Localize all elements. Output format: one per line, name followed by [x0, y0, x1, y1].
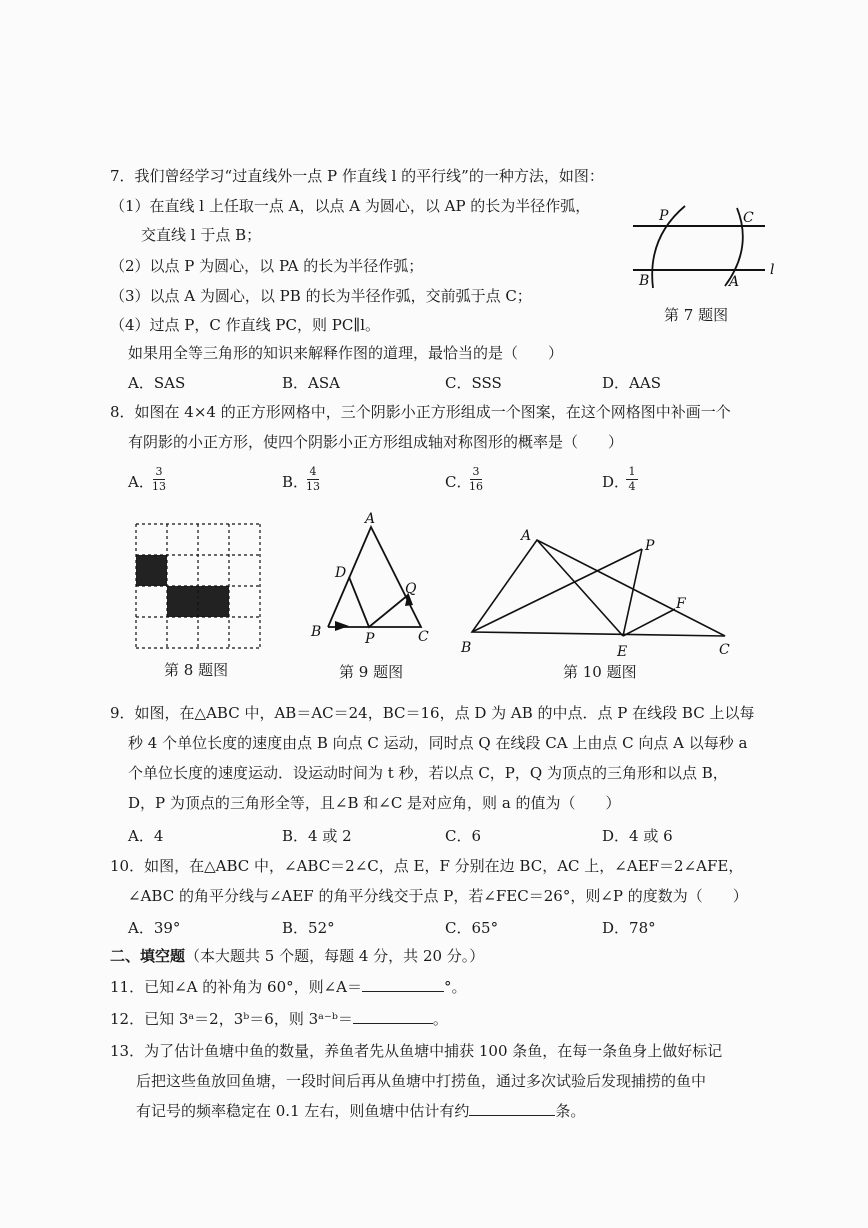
q10-label-p: P — [645, 538, 655, 554]
q10-option-d: D．78° — [602, 919, 656, 937]
q12 — [110, 1009, 448, 1029]
q8-option-c-fraction — [469, 466, 483, 493]
q9-line4: D，P 为顶点的三角形全等，且∠B 和∠C 是对应角，则 a 的值为（ ） — [128, 794, 621, 812]
q10-option-a: A．39° — [128, 919, 181, 937]
q7-question: 如果用全等三角形的知识来解释作图的道理，最恰当的是（ ） — [128, 344, 564, 362]
q12-answer-blank[interactable] — [353, 1009, 433, 1024]
q7-option-a: A．SAS — [128, 374, 186, 392]
q8-option-b-letter: B． — [282, 473, 309, 491]
q9-label-d: D — [335, 565, 347, 581]
q7-figure — [625, 198, 785, 298]
q10-label-b: B — [461, 640, 472, 656]
q13-text: 有记号的频率稳定在 0.1 左右，则鱼塘中估计有约 — [136, 1102, 470, 1120]
q8-option-d-letter: D． — [602, 473, 630, 491]
q13-suffix: 条。 — [555, 1102, 586, 1120]
q7-label-p: P — [659, 208, 669, 224]
q10-option-c: C．65° — [445, 919, 499, 937]
q11-suffix: °。 — [444, 978, 467, 996]
q9-label-q: Q — [405, 581, 417, 597]
q8-option-d-num: 1 — [628, 465, 636, 478]
q8-line1: 8．如图在 4×4 的正方形网格中，三个阴影小正方形组成一个图案，在这个网格图中补画一个 — [110, 403, 731, 421]
q9-option-d: D．4 或 6 — [602, 827, 673, 845]
q8-line2: 有阴影的小正方形，使四个阴影小正方形组成轴对称图形的概率是（ ） — [128, 433, 624, 451]
q7-step4: （4）过点 P，C 作直线 PC，则 PC∥l。 — [110, 316, 381, 334]
q9-line2: 秒 4 个单位长度的速度由点 B 向点 C 运动，同时点 Q 在线段 CA 上由点 C 向点 A 以每秒 a — [128, 734, 748, 752]
q8-option-b-den: 13 — [306, 480, 320, 493]
q10-label-f: F — [676, 596, 686, 612]
q11 — [110, 977, 467, 997]
q10-caption: 第 10 题图 — [563, 663, 637, 681]
q8-option-c-letter: C． — [445, 473, 472, 491]
q7-step2: （2）以点 P 为圆心，以 PA 的长为半径作弧； — [110, 257, 424, 275]
q10-line1: 10．如图，在△ABC 中，∠ABC＝2∠C，点 E，F 分别在边 BC，AC 上，∠AEF＝2∠AFE， — [110, 857, 744, 875]
q10-label-c: C — [719, 642, 730, 658]
q12-text: 12．已知 3ᵃ＝2，3ᵇ＝6，则 3ᵃ⁻ᵇ＝ — [110, 1010, 353, 1028]
q8-option-b-fraction — [306, 466, 320, 493]
q9-line1: 9．如图，在△ABC 中，AB＝AC＝24，BC＝16，点 D 为 AB 的中点．点 P 在线段 BC 上以每 — [110, 704, 755, 722]
q10-option-b: B．52° — [282, 919, 335, 937]
q12-suffix: 。 — [432, 1010, 448, 1028]
q10-line2: ∠ABC 的角平分线与∠AEF 的角平分线交于点 P，若∠FEC＝26°，则∠P 的度数为（ ） — [128, 887, 748, 905]
q13-line1: 13．为了估计鱼塘中鱼的数量，养鱼者先从鱼塘中捕获 100 条鱼，在每一条鱼身上做好标记 — [110, 1042, 723, 1060]
q8-option-a-den: 13 — [152, 480, 166, 493]
q8-option-d-den: 4 — [628, 480, 636, 493]
q10-label-e: E — [617, 644, 628, 660]
q7-option-d: D．AAS — [602, 374, 661, 392]
q11-answer-blank[interactable] — [362, 977, 444, 992]
q7-label-b: B — [639, 273, 650, 289]
q9-figure — [305, 505, 440, 650]
q8-option-a-letter: A． — [128, 473, 154, 491]
q8-shaded-square — [167, 586, 198, 617]
q11-text: 11．已知∠A 的补角为 60°，则∠A＝ — [110, 978, 363, 996]
q13-answer-blank[interactable] — [469, 1101, 555, 1116]
q7-caption: 第 7 题图 — [664, 306, 729, 324]
q9-label-c: C — [418, 629, 429, 645]
q7-stem: 7．我们曾经学习“过直线外一点 P 作直线 l 的平行线”的一种方法，如图： — [110, 167, 604, 185]
q8-shaded-square — [198, 586, 229, 617]
q9-label-p: P — [365, 631, 375, 647]
q13-line3 — [136, 1101, 585, 1121]
q7-option-b: B．ASA — [282, 374, 340, 392]
q8-option-a-fraction — [152, 466, 166, 493]
q8-option-c-num: 3 — [472, 465, 480, 478]
section2-note: （本大题共 5 个题，每题 4 分，共 20 分。） — [185, 947, 485, 965]
q8-option-b-num: 4 — [309, 465, 317, 478]
q8-option-c-den: 16 — [469, 480, 483, 493]
q7-label-a: A — [729, 274, 740, 290]
q7-step3: （3）以点 A 为圆心，以 PB 的长为半径作弧，交前弧于点 C； — [110, 287, 532, 305]
q8-grid-figure — [134, 522, 262, 650]
q8-shaded-square — [136, 555, 167, 586]
section2-title: 二、填空题 — [110, 947, 186, 965]
q10-label-a: A — [521, 528, 532, 544]
q9-label-a: A — [365, 511, 376, 527]
q7-step1a: （1）在直线 l 上任取一点 A，以点 A 为圆心，以 AP 的长为半径作弧， — [110, 197, 591, 215]
q7-label-c: C — [743, 210, 754, 226]
q9-line3: 个单位长度的速度运动．设运动时间为 t 秒，若以点 C，P，Q 为顶点的三角形和以点 B， — [128, 764, 728, 782]
section2-header — [110, 946, 484, 966]
q8-option-a-num: 3 — [155, 465, 163, 478]
q10-figure — [455, 522, 745, 662]
q7-option-c: C．SSS — [445, 374, 502, 392]
q9-caption: 第 9 题图 — [339, 663, 404, 681]
q9-option-c: C．6 — [445, 827, 482, 845]
q7-label-l: l — [770, 262, 775, 278]
q7-step1b: 交直线 l 于点 B； — [141, 226, 262, 244]
q9-label-b: B — [311, 624, 322, 640]
q13-line2: 后把这些鱼放回鱼塘，一段时间后再从鱼塘中打捞鱼，通过多次试验后发现捕捞的鱼中 — [136, 1072, 707, 1090]
q8-caption: 第 8 题图 — [164, 661, 229, 679]
q9-option-a: A．4 — [128, 827, 164, 845]
q8-option-d-fraction — [626, 466, 638, 493]
q9-option-b: B．4 或 2 — [282, 827, 352, 845]
